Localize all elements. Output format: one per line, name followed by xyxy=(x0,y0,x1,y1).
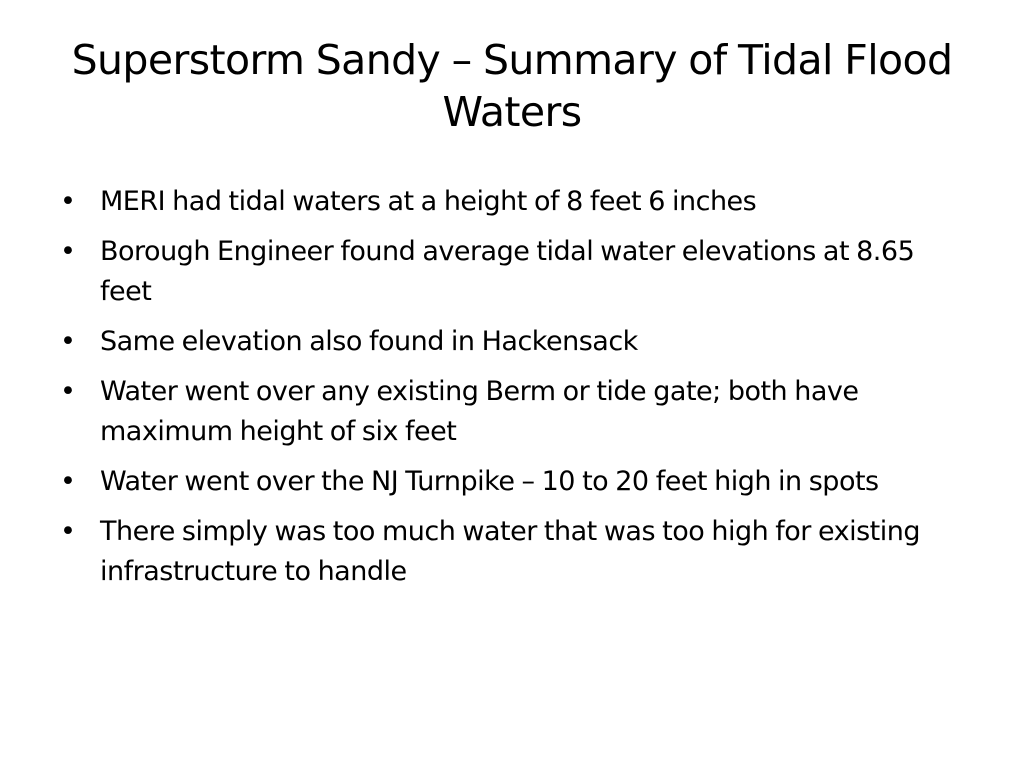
bullet-text: Same elevation also found in Hackensack xyxy=(100,326,638,357)
bullet-text: Water went over the NJ Turnpike – 10 to 20 feet high in spots xyxy=(100,466,879,497)
bullet-icon: • xyxy=(60,326,76,357)
bullet-item xyxy=(56,232,971,312)
bullet-text: There simply was too much water that was too high for existing infrastructure to handle xyxy=(100,516,921,587)
bullet-item xyxy=(56,512,971,592)
bullet-icon: • xyxy=(60,516,76,547)
bullet-icon: • xyxy=(60,186,76,217)
bullet-icon: • xyxy=(60,376,76,407)
bullet-item xyxy=(56,182,971,222)
bullet-text: MERI had tidal waters at a height of 8 feet 6 inches xyxy=(100,186,757,217)
bullet-text: Water went over any existing Berm or tide gate; both have maximum height of six feet xyxy=(100,376,859,447)
bullet-item xyxy=(56,372,971,452)
bullet-icon: • xyxy=(60,236,76,267)
bullet-list xyxy=(56,182,971,602)
bullet-item xyxy=(56,322,971,362)
slide-title: Superstorm Sandy – Summary of Tidal Flood Waters xyxy=(71,36,953,136)
bullet-item xyxy=(56,462,971,502)
bullet-text: Borough Engineer found average tidal water elevations at 8.65 feet xyxy=(100,236,915,307)
bullet-icon: • xyxy=(60,466,76,497)
